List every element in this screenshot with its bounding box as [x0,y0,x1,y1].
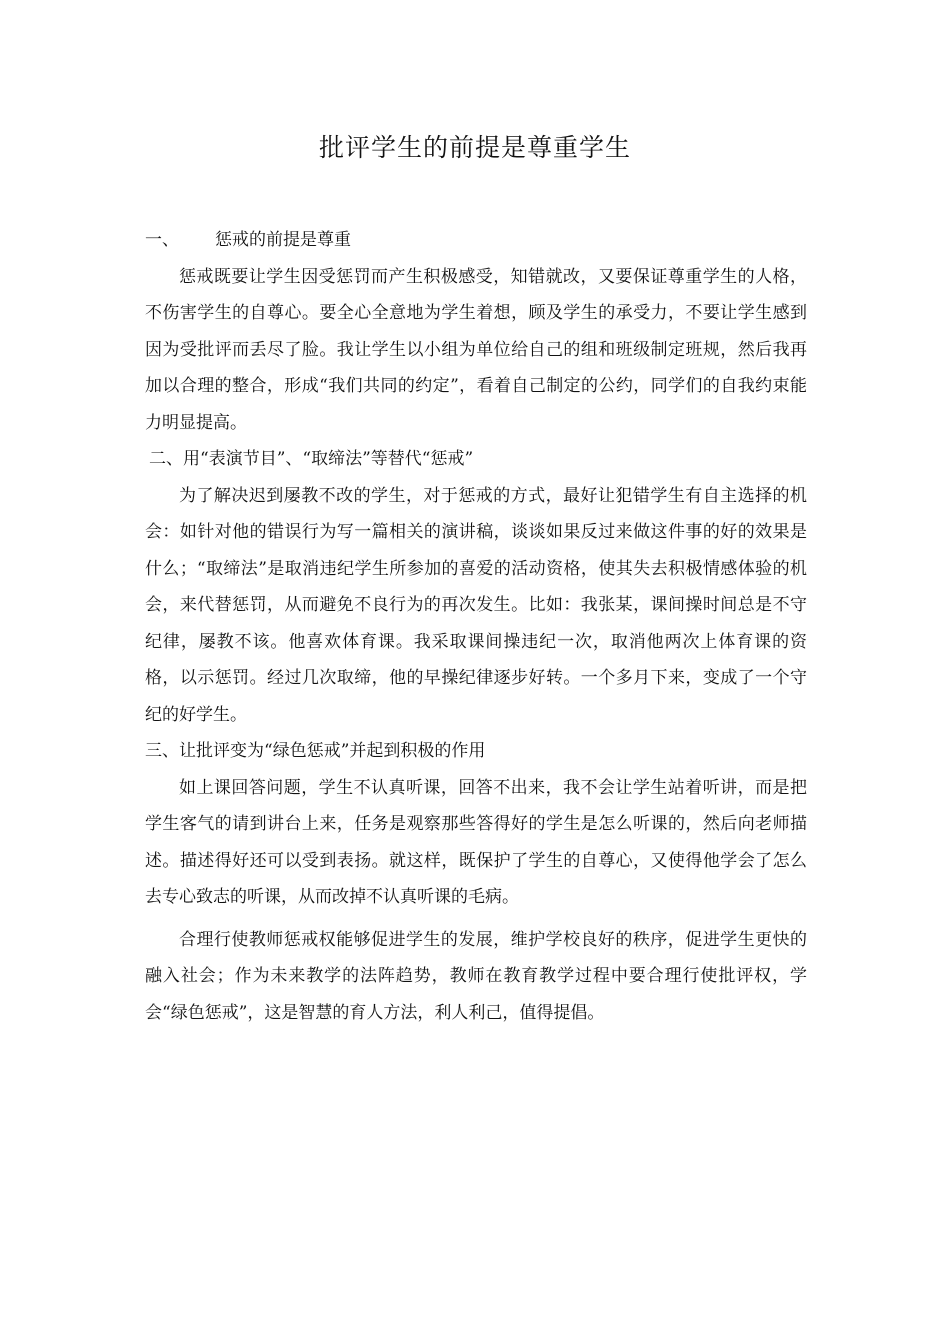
document-body [145,222,807,1031]
section-3-heading: 三、让批评变为“绿色惩戒”并起到积极的作用 [145,741,486,761]
section-3-paragraph-2: 合理行使教师惩戒权能够促进学生的发展，维护学校良好的秩序，促进学生更快的融入社会；作为未来教学的法阵趋势，教师在教育教学过程中要合理行使批评权，学会“绿色惩戒”，这是智慧的育人方法，利人利己，值得提倡。 [145,929,807,1023]
section-2-heading: 二、用“表演节目”、“取缔法”等替代“惩戒” [149,449,474,469]
section-1-heading [145,222,807,259]
section-3-paragraph-1: 如上课回答问题，学生不认真听课，回答不出来，我不会让学生站着听讲，而是把学生客气的请到讲台上来，任务是观察那些答得好的学生是怎么听课的，然后向老师描述。描述得好还可以受到表扬。就这样，既保护了学生的自尊心，又使得他学会了怎么去专心致志的听课，从而改掉不认真听课的毛病。 [145,777,807,907]
document-title: 批评学生的前提是尊重学生 [318,133,631,162]
section-1-heading-text: 惩戒的前提是尊重 [215,230,351,250]
section-2-paragraph-1: 为了解决迟到屡教不改的学生，对于惩戒的方式，最好让犯错学生有自主选择的机会：如针对他的错误行为写一篇相关的演讲稿，谈谈如果反过来做这件事的好的效果是什么；“取缔法”是取消违纪学生所参加的喜爱的活动资格，使其失去积极情感体验的机会，来代替惩罚，从而避免不良行为的再次发生。比如：我张某，课间操时间总是不守纪律，屡教不该。他喜欢体育课。我采取课间操违纪一次，取消他两次上体育课的资格，以示惩罚。经过几次取缔，他的早操纪律逐步好转。一个多月下来，变成了一个守纪的好学生。 [145,485,807,725]
section-1-number: 一、 [145,230,179,250]
section-1-paragraph-1: 惩戒既要让学生因受惩罚而产生积极感受，知错就改，又要保证尊重学生的人格，不伤害学生的自尊心。要全心全意地为学生着想，顾及学生的承受力，不要让学生感到因为受批评而丢尽了脸。我让学生以小组为单位给自己的组和班级制定班规，然后我再加以合理的整合，形成“我们共同的约定”，看着自己制定的公约，同学们的自我约束能力明显提高。 [145,266,807,433]
